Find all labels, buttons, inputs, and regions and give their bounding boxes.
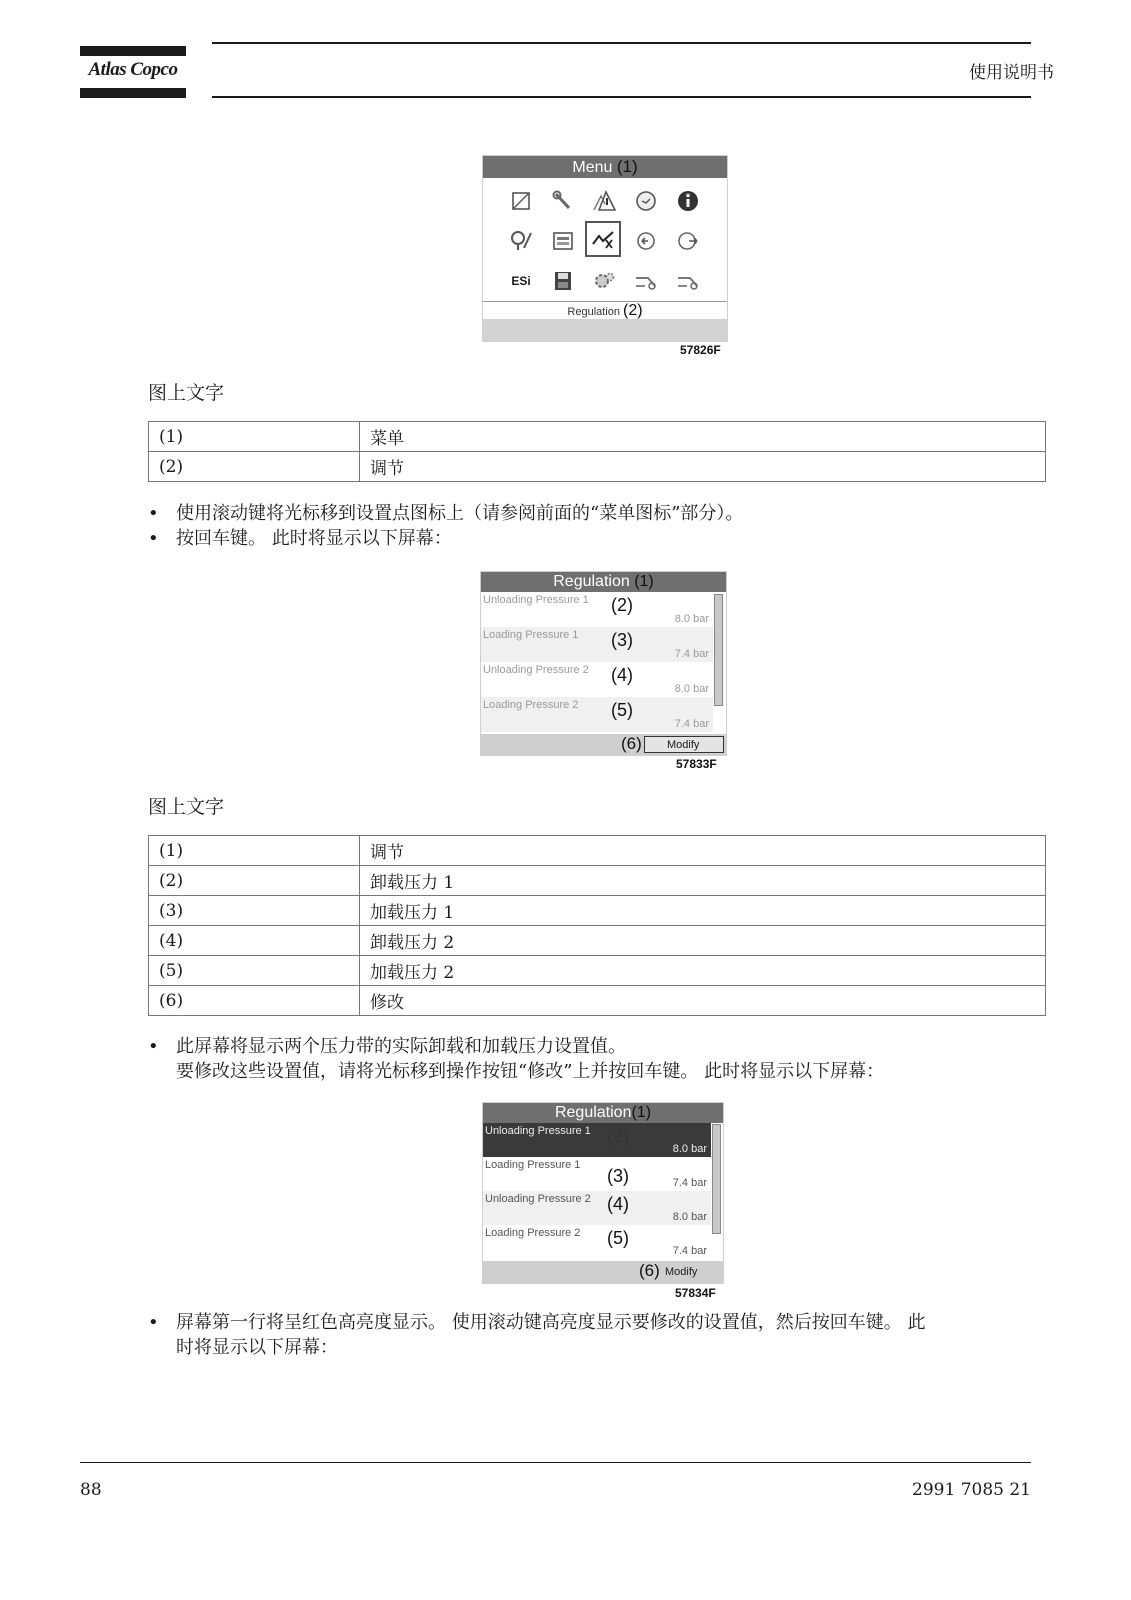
- info-icon[interactable]: [675, 188, 701, 214]
- table-row: (6) 修改: [149, 986, 1046, 1016]
- panel-icon[interactable]: [550, 228, 576, 254]
- gear-icon[interactable]: [591, 268, 617, 294]
- button-callout: (6): [621, 734, 642, 753]
- esi-label: ESi: [511, 274, 531, 288]
- list-item[interactable]: Unloading Pressure 2 (4) 8.0 bar: [483, 664, 709, 695]
- table-row: (5) 加载压力 2: [149, 956, 1046, 986]
- warning-icon[interactable]: [591, 188, 617, 214]
- list-item-highlighted[interactable]: Unloading Pressure 1 (2) 8.0 bar: [483, 1123, 711, 1157]
- table-row: (2) 调节: [149, 452, 1046, 482]
- wrench-icon[interactable]: [550, 188, 576, 214]
- display-icon[interactable]: [508, 188, 534, 214]
- list-item[interactable]: Unloading Pressure 1 (2) 8.0 bar: [483, 594, 709, 625]
- regulation-screen-2-code: 57834F: [675, 1286, 716, 1300]
- section1-heading: 图上文字: [148, 382, 225, 404]
- bullet-text: 时将显示以下屏幕：: [176, 1337, 338, 1358]
- table-row: (1) 菜单: [149, 422, 1046, 452]
- atlas-copco-logo: [80, 46, 186, 100]
- section2-heading: 图上文字: [148, 796, 225, 818]
- bullet-list-1: • 使用滚动键将光标移到设置点图标上（请参阅前面的“菜单图标”部分）。 • 按回车键。 此时将显示以下屏幕：: [148, 503, 744, 549]
- manual-title: 使用说明书: [969, 63, 1054, 83]
- list-item[interactable]: Loading Pressure 1 (3) 7.4 bar: [481, 627, 713, 662]
- list-item[interactable]: Loading Pressure 2 (5) 7.4 bar: [485, 1227, 707, 1257]
- table-row: (1) 调节: [149, 836, 1046, 866]
- rotate-right-icon[interactable]: [675, 228, 701, 254]
- legend-table-1: [148, 421, 1046, 482]
- regulation-icon[interactable]: [590, 226, 616, 252]
- bullet-text: 按回车键。 此时将显示以下屏幕：: [176, 528, 452, 549]
- bullet-list-2: • 此屏幕将显示两个压力带的实际卸载和加载压力设置值。 要修改这些设置值，请将光标移到操作按钮“修改”上并按回车键。 此时将显示以下屏幕：: [148, 1036, 885, 1082]
- menu-screen: [482, 155, 728, 342]
- compressor-alt-icon[interactable]: [675, 268, 701, 294]
- menu-footer-label: Regulation (2): [567, 302, 643, 319]
- list-item[interactable]: Loading Pressure 2 (5) 7.4 bar: [481, 697, 713, 732]
- bullet-text: 屏幕第一行将呈红色高亮度显示。 使用滚动键高亮度显示要修改的设置值，然后按回车键。 此: [176, 1312, 926, 1333]
- regulation-screen-1-code: 57833F: [676, 757, 717, 771]
- table-row: (3) 加载压力 1: [149, 896, 1046, 926]
- table-row: (4) 卸载压力 2: [149, 926, 1046, 956]
- regulation-screen-title: Regulation(1): [483, 1103, 723, 1123]
- bullet-text: 要修改这些设置值，请将光标移到操作按钮“修改”上并按回车键。 此时将显示以下屏幕：: [176, 1061, 885, 1082]
- clock-icon[interactable]: [633, 188, 659, 214]
- bullet-list-3: • 屏幕第一行将呈红色高亮度显示。 使用滚动键高亮度显示要修改的设置值，然后按回车键。 此 时将显示以下屏幕：: [148, 1312, 926, 1358]
- header-rule-bottom: [212, 96, 1031, 98]
- scrollbar[interactable]: [712, 1124, 721, 1234]
- regulation-screen-title: Regulation (1): [481, 572, 726, 592]
- scrollbar[interactable]: [714, 594, 723, 706]
- modify-button[interactable]: Modify: [644, 736, 724, 753]
- menu-screen-code: 57826F: [680, 343, 721, 357]
- menu-screen-title: Menu (1): [483, 156, 727, 178]
- table-row: (2) 卸载压力 1: [149, 866, 1046, 896]
- modify-button[interactable]: Modify: [665, 1266, 698, 1278]
- compressor-icon[interactable]: [633, 268, 659, 294]
- list-item[interactable]: Loading Pressure 1 (3) 7.4 bar: [485, 1159, 707, 1189]
- bullet-text: 使用滚动键将光标移到设置点图标上（请参阅前面的“菜单图标”部分）。: [176, 503, 744, 524]
- button-callout: (6): [639, 1261, 660, 1280]
- list-item[interactable]: Unloading Pressure 2 (4) 8.0 bar: [483, 1191, 711, 1225]
- menu-status-bar: [483, 319, 727, 341]
- footer-rule: [80, 1462, 1031, 1463]
- brand-name: Atlas Copco: [88, 59, 178, 80]
- rotate-left-icon[interactable]: [633, 228, 659, 254]
- regulation-screen-1: [480, 571, 727, 756]
- document-number: 2991 7085 21: [912, 1480, 1031, 1500]
- regulation-screen-2: [482, 1102, 724, 1284]
- esi-icon[interactable]: [508, 268, 534, 294]
- legend-table-2: [148, 835, 1046, 1016]
- save-icon[interactable]: [550, 268, 576, 294]
- bullet-text: 此屏幕将显示两个压力带的实际卸载和加载压力设置值。: [176, 1036, 626, 1057]
- service-icon[interactable]: [508, 228, 534, 254]
- header-rule-top: [212, 42, 1031, 44]
- page-number: 88: [80, 1480, 102, 1500]
